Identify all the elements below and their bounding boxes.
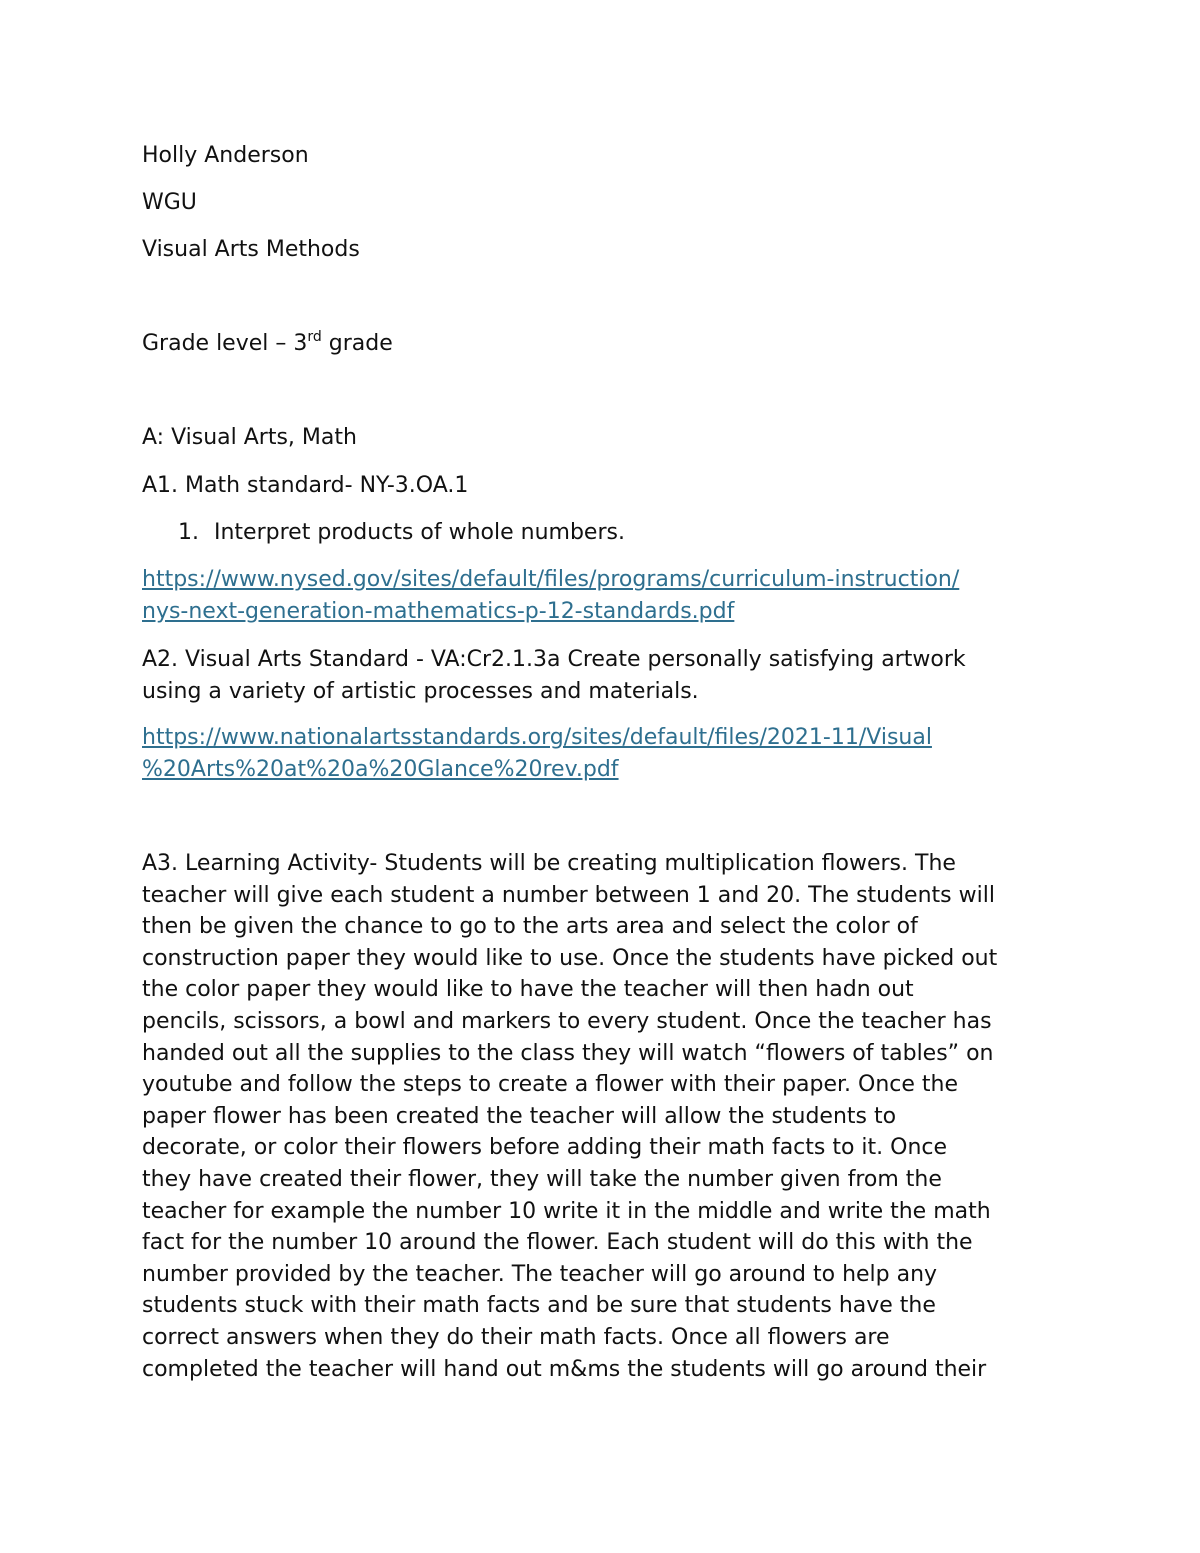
grade-level-suffix: grade [321, 331, 393, 356]
grade-level-superscript: rd [307, 328, 322, 345]
learning-activity-line: the color paper they would like to have the teacher will then hadn out [142, 977, 914, 1003]
visual-arts-standard-line-1: A2. Visual Arts Standard - VA:Cr2.1.3a Create personally satisfying artwork [142, 647, 966, 672]
learning-activity-line: paper flower has been created the teacher will allow the students to [142, 1103, 897, 1129]
list-item-text: Interpret products of whole numbers. [214, 520, 625, 545]
learning-activity-line: decorate, or color their flowers before adding their math facts to it. Once [142, 1135, 948, 1161]
visual-arts-link-line-2[interactable]: %20Arts%20at%20a%20Glance%20rev.pdf [142, 756, 619, 782]
learning-activity-line: students stuck with their math facts and be sure that students have the [142, 1293, 936, 1319]
learning-activity-line: completed the teacher will hand out m&ms the students will go around their [142, 1356, 987, 1382]
course-name: Visual Arts Methods [142, 237, 360, 262]
math-standard-link-line-2[interactable]: nys-next-generation-mathematics-p-12-standards.pdf [142, 598, 735, 624]
learning-activity-line: construction paper they would like to use. Once the students have picked out [142, 945, 998, 971]
learning-activity-line: number provided by the teacher. The teacher will go around to help any [142, 1261, 938, 1287]
math-standard-link-line-1[interactable]: https://www.nysed.gov/sites/default/files/programs/curriculum-instruction/ [142, 567, 960, 592]
grade-level [142, 328, 393, 359]
math-standard-heading: A1. Math standard- NY-3.OA.1 [142, 473, 469, 498]
learning-activity-line: handed out all the supplies to the class they will watch “flowers of tables” on [142, 1040, 994, 1066]
learning-activity-line: they have created their flower, they will take the number given from the [142, 1166, 942, 1192]
learning-activity-line: A3. Learning Activity- Students will be creating multiplication flowers. The [142, 851, 956, 876]
learning-activity-line: youtube and follow the steps to create a flower with their paper. Once the [142, 1072, 959, 1098]
visual-arts-link-line-1[interactable]: https://www.nationalartsstandards.org/sites/default/files/2021-11/Visual [142, 725, 932, 750]
grade-level-prefix: Grade level – 3 [142, 331, 308, 356]
math-standard-link[interactable] [142, 564, 1072, 627]
learning-activity-line: then be given the chance to go to the arts area and select the color of [142, 914, 918, 940]
learning-activity-line: correct answers when they do their math facts. Once all flowers are [142, 1324, 890, 1350]
learning-activity-paragraph [142, 848, 1072, 1385]
math-standard-list-item [178, 517, 625, 548]
visual-arts-standard-link[interactable] [142, 722, 1072, 785]
learning-activity-line: teacher will give each student a number between 1 and 20. The students will [142, 882, 995, 908]
section-a-title: A: Visual Arts, Math [142, 425, 357, 450]
author-name: Holly Anderson [142, 143, 309, 168]
school-name: WGU [142, 190, 197, 215]
learning-activity-line: pencils, scissors, a bowl and markers to every student. Once the teacher has [142, 1008, 992, 1034]
list-item-number: 1. [178, 520, 199, 545]
learning-activity-line: fact for the number 10 around the flower. Each student will do this with the [142, 1230, 973, 1256]
visual-arts-standard [142, 644, 1072, 707]
visual-arts-standard-line-2: using a variety of artistic processes and materials. [142, 678, 699, 704]
learning-activity-line: teacher for example the number 10 write it in the middle and write the math [142, 1198, 991, 1224]
